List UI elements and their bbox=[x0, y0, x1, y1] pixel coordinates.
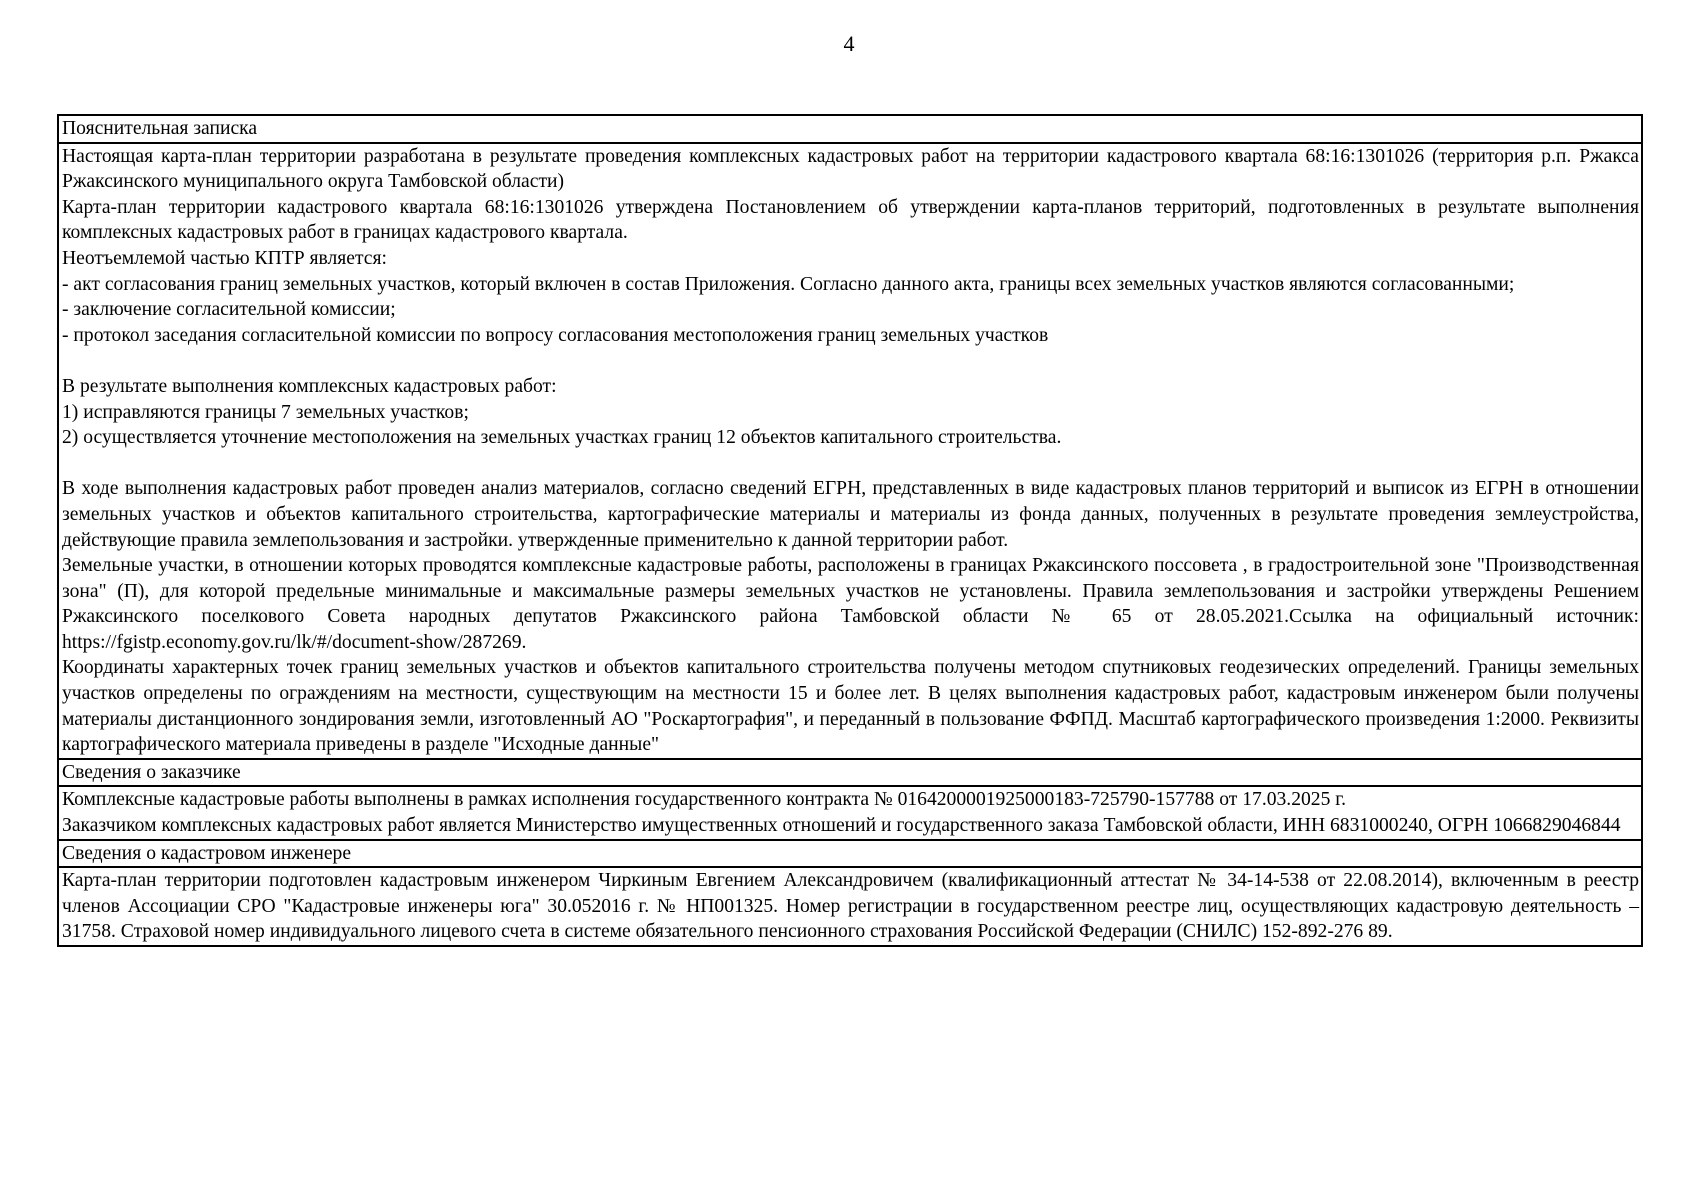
engineer-paragraph-1: Карта-план территории подготовлен кадастровым инженером Чиркиным Евгением Александровичем (квалификационный аттестат № 34-14-538 от 22.08.2014), включенным в реестр членов Ассоциации СРО "Кадастровые инженеры юга" 30.052016 г. № НП001325. Номер регистрации в государственном реестре лиц, осуществляющих кадастровую деятельность – 31758. Страховой номер индивидуального лицевого счета в системе обязательного пенсионного страхования Российской Федерации (СНИЛС) 152-892-276 89. bbox=[62, 870, 1639, 943]
explanatory-body-row bbox=[58, 143, 1642, 759]
page-number: 4 bbox=[843, 31, 855, 56]
explanatory-title: Пояснительная записка bbox=[58, 115, 1642, 143]
explanatory-paragraph-11: Земельные участки, в отношении которых проводятся комплексные кадастровые работы, расположены в границах Ржаксинского поссовета , в градостроительной зоне "Производственная зона" (П), для которой предельные минимальные и максимальные размеры земельных участков не установлены. Правила землепользования и застройки утверждены Решением Ржаксинского поселкового Совета народных депутатов Ржаксинского района Тамбовской области № 65 от 28.05.2021.Ссылка на официальный источник: https://fgistp.economy.gov.ru/lk/#/document-show/287269. bbox=[62, 555, 1639, 653]
blank-line bbox=[62, 451, 1639, 477]
engineer-header-row bbox=[58, 840, 1642, 868]
customer-body bbox=[58, 786, 1642, 839]
explanatory-paragraph-4: - акт согласования границ земельных участков, который включен в состав Приложения. Согласно данного акта, границы всех земельных участков являются согласованными; bbox=[62, 273, 1515, 295]
explanatory-paragraph-10: В ходе выполнения кадастровых работ проведен анализ материалов, согласно сведений ЕГРН, представленных в виде кадастровых планов территорий и выписок из ЕГРН в отношении земельных участков и объектов капитального строительства, картографические материалы и материалы из фонда данных, полученных в результате проведения землеустройства, действующие правила землепользования и застройки. утвержденные применительно к данной территории работ. bbox=[62, 478, 1639, 551]
document-table bbox=[57, 114, 1643, 947]
explanatory-paragraph-2: Карта-план территории кадастрового квартала 68:16:1301026 утверждена Постановлением об утверждении карта-планов территорий, подготовленных в результате выполнения комплексных кадастровых работ в границах кадастрового квартала. bbox=[62, 196, 1639, 244]
engineer-body-row bbox=[58, 867, 1642, 946]
engineer-body bbox=[58, 867, 1642, 946]
customer-body-row bbox=[58, 786, 1642, 839]
explanatory-body bbox=[58, 143, 1642, 759]
explanatory-paragraph-1: Настоящая карта-план территории разработана в результате проведения комплексных кадастровых работ на территории кадастрового квартала 68:16:1301026 (территория р.п. Ржакса Ржаксинского муниципального округа Тамбовской области) bbox=[62, 145, 1639, 193]
explanatory-paragraph-5: - заключение согласительной комиссии; bbox=[62, 299, 396, 321]
explanatory-paragraph-12: Координаты характерных точек границ земельных участков и объектов капитального строительства получены методом спутниковых геодезических определений. Границы земельных участков определены по ограждениям на местности, существующим на местности 15 и более лет. В целях выполнения кадастровых работ, кадастровым инженером были получены материалы дистанционного зондирования земли, изготовленный АО "Роскартография", и переданный в пользование ФФПД. Масштаб картографического произведения 1:2000. Реквизиты картографического материала приведены в разделе "Исходные данные" bbox=[62, 657, 1639, 756]
explanatory-paragraph-6: - протокол заседания согласительной комиссии по вопросу согласования местоположения границ земельных участков bbox=[62, 324, 1049, 346]
customer-title: Сведения о заказчике bbox=[58, 759, 1642, 787]
explanatory-paragraph-3: Неотъемлемой частью КПТР является: bbox=[62, 247, 387, 269]
explanatory-paragraph-8: 1) исправляются границы 7 земельных участков; bbox=[62, 401, 469, 423]
customer-paragraph-1: Комплексные кадастровые работы выполнены в рамках исполнения государственного контракта № 0164200001925000183-725790-157788 от 17.03.2025 г. bbox=[62, 789, 1347, 811]
customer-paragraph-2: Заказчиком комплексных кадастровых работ является Министерство имущественных отношений и государственного заказа Тамбовской области, ИНН 6831000240, ОГРН 1066829046844 bbox=[62, 815, 1621, 837]
customer-header-row bbox=[58, 759, 1642, 787]
explanatory-paragraph-9: 2) осуществляется уточнение местоположения на земельных участках границ 12 объектов капитального строительства. bbox=[62, 427, 1062, 449]
explanatory-paragraph-7: В результате выполнения комплексных кадастровых работ: bbox=[62, 375, 557, 397]
engineer-title: Сведения о кадастровом инженере bbox=[58, 840, 1642, 868]
explanatory-header-row bbox=[58, 115, 1642, 143]
blank-line bbox=[62, 348, 1639, 374]
